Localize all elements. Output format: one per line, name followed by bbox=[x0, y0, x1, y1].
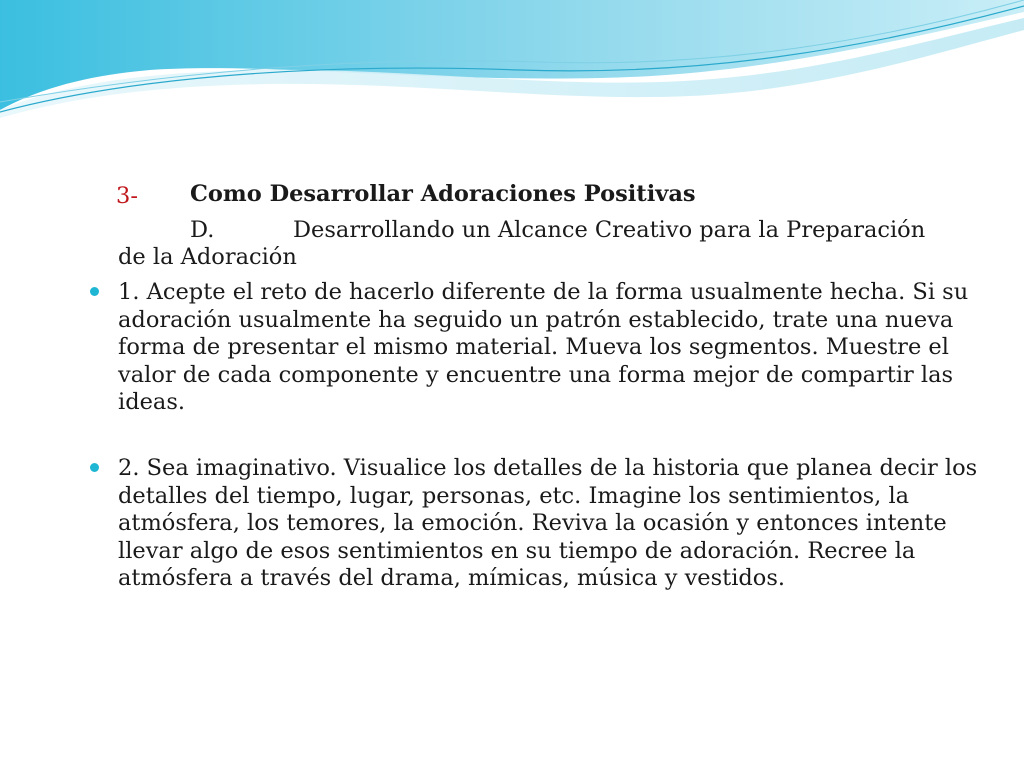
subheading-text-line2: de la Adoración bbox=[118, 244, 297, 270]
heading-title: Como Desarrollar Adoraciones Positivas bbox=[190, 181, 696, 207]
bullet-dot-icon bbox=[90, 287, 99, 296]
subheading-text-line1: Desarrollando un Alcance Creativo para la Preparación bbox=[293, 217, 926, 243]
subheading-letter: D. bbox=[190, 217, 215, 243]
bullet-item-1: 1. Acepte el reto de hacerlo diferente de la forma usualmente hecha. Si su adoración usualmente ha seguido un patrón establecido, trate una nueva forma de presentar el mismo material. Mueva los segmentos. Muestre el valor de cada componente y encuentre una forma mejor de compartir las ideas. bbox=[118, 279, 969, 415]
heading-number: 3- bbox=[116, 183, 138, 209]
bullet-dot-icon bbox=[90, 463, 99, 472]
bullet-item-2: 2. Sea imaginativo. Visualice los detalles de la historia que planea decir los detalles del tiempo, lugar, personas, etc. Imagine los sentimientos, la atmósfera, los temores, la emoción. Reviva la ocasión y entonces intente llevar algo de esos sentimientos en su tiempo de adoración. Recree la atmósfera a través del drama, mímicas, música y vestidos. bbox=[118, 455, 978, 591]
